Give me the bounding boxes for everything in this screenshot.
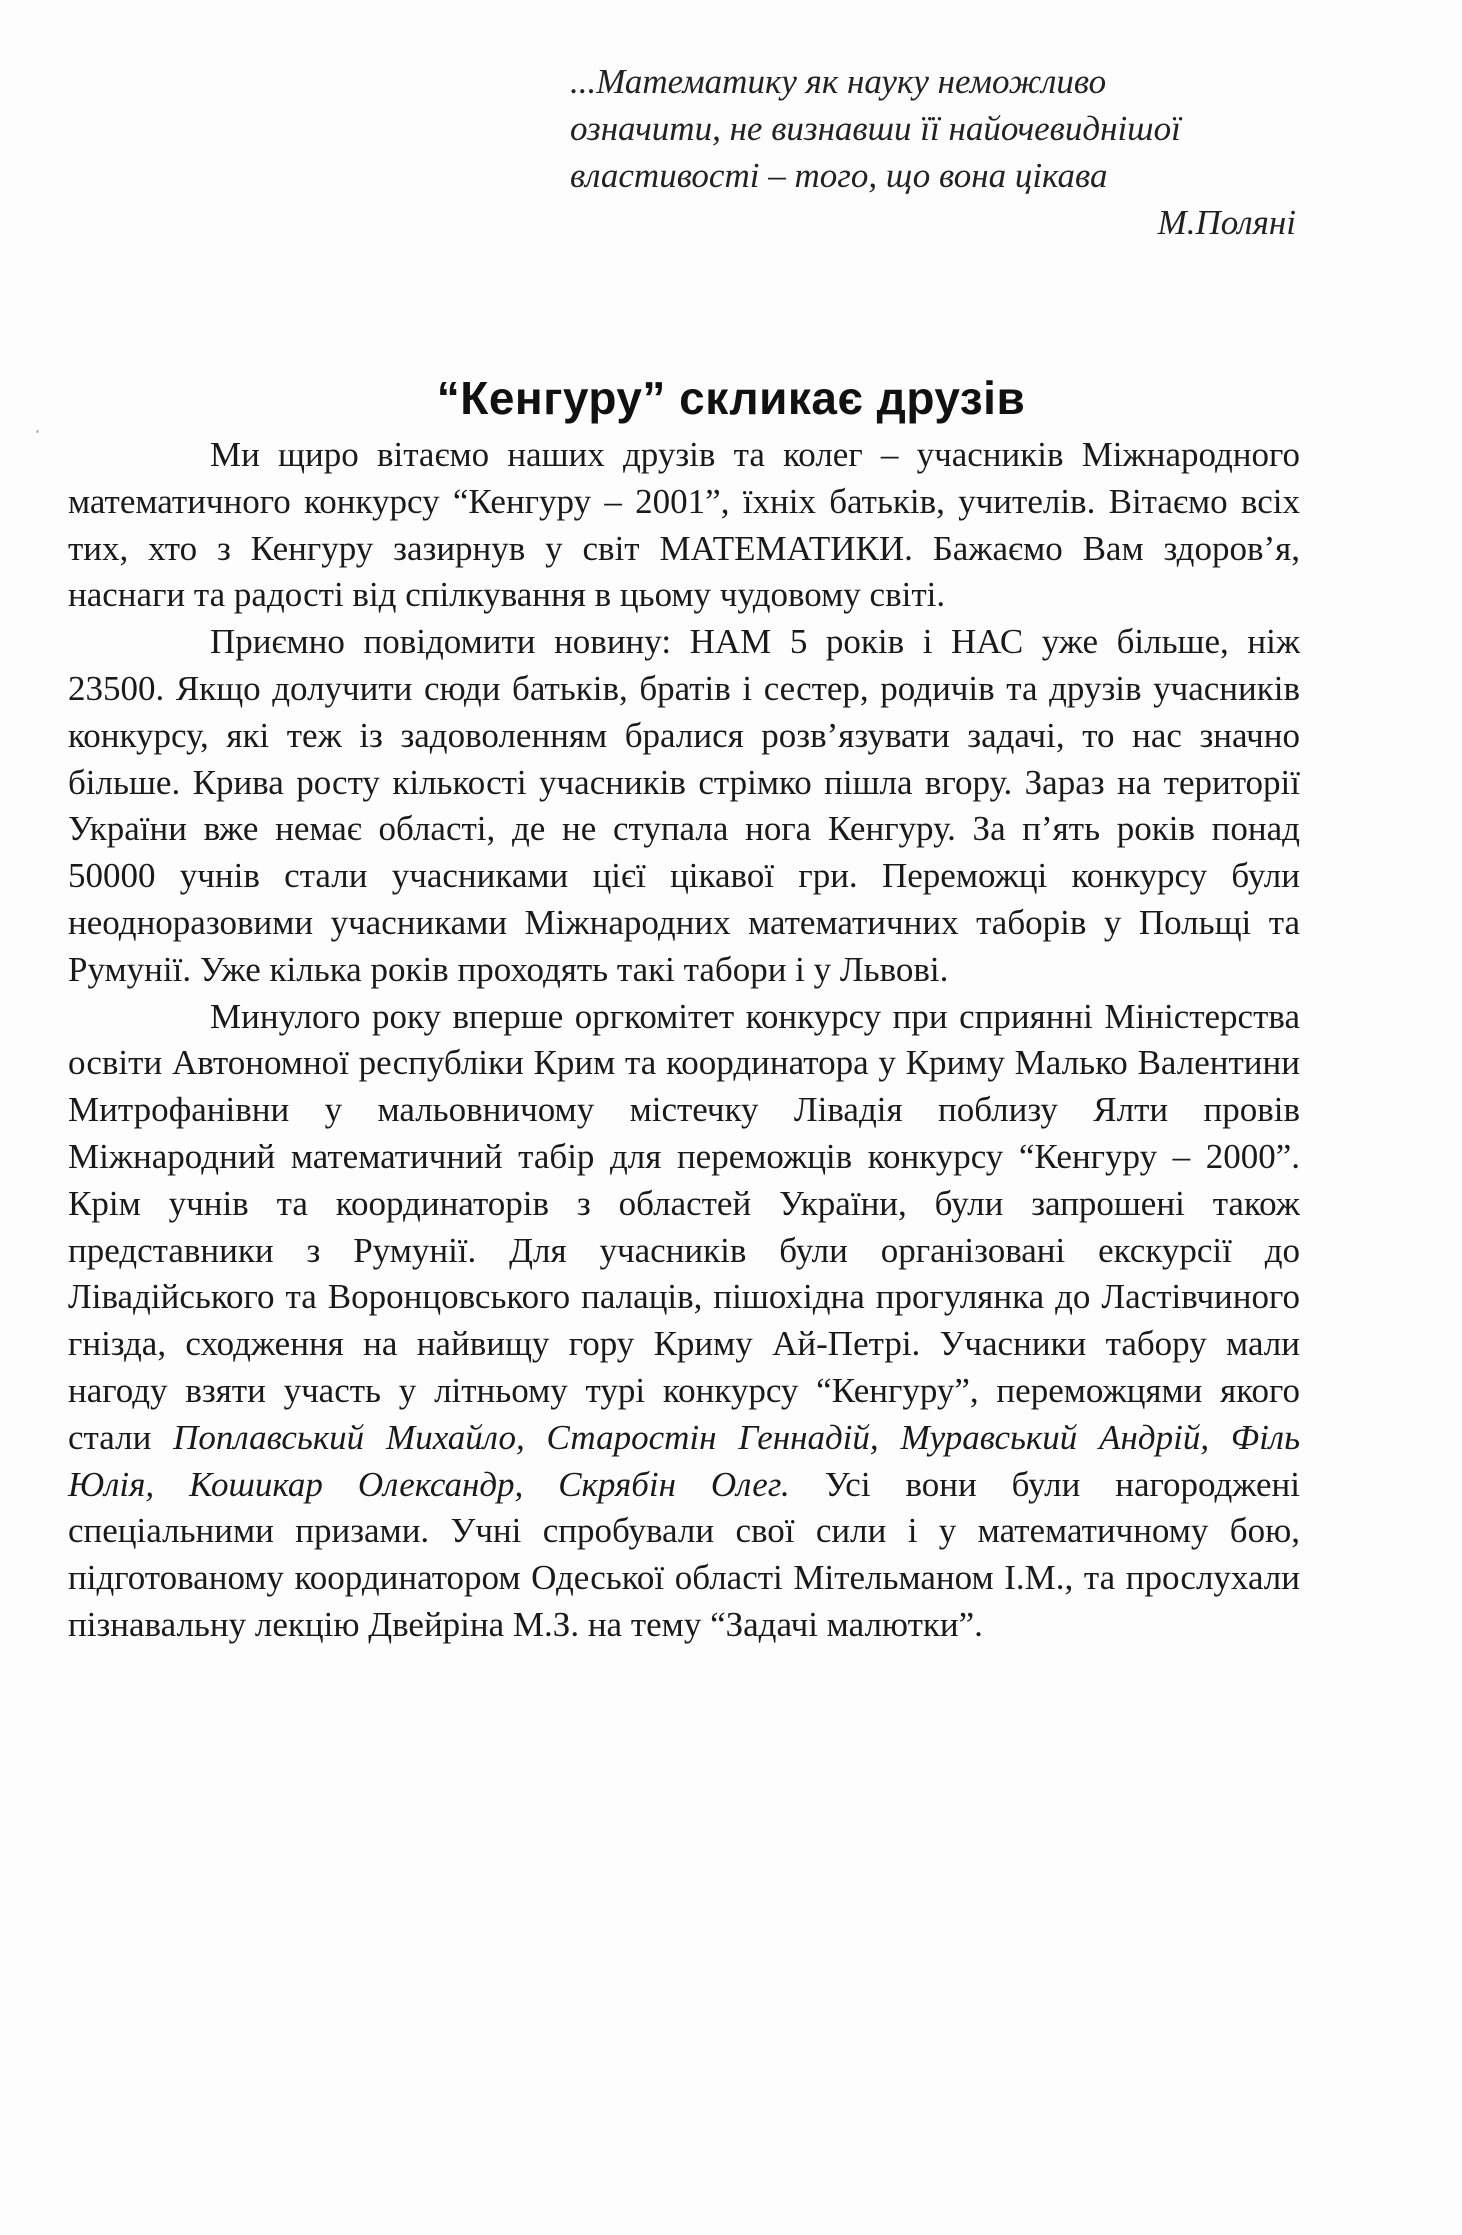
camp-outro-text: Усі вони були нагороджені спеціальними призами. Учні спробували свої сили і у математичному бою, підготованому координатором Одеської області Мітельманом І.М., та прослухали пізнавальну лекцію Двейріна М.З. на тему “Задачі малютки”.: [68, 1464, 1301, 1644]
epigraph-line: ...Математику як науку неможливо: [570, 62, 1107, 101]
epigraph-line: означити, не визнавши її найочевиднішої: [570, 109, 1181, 148]
article-title: “Кенгуру” скликає друзів: [436, 372, 1026, 424]
epigraph-author: М.Поляні: [1157, 203, 1296, 242]
paragraph-news: Приємно повідомити новину: НАМ 5 років і НАС уже більше, ніж 23500. Якщо долучити сюди батьків, братів і сестер, родичів та друзів учасників конкурсу, які теж із задоволенням бралися розв’язувати задачі, то нас значно більше. Крива росту кількості учасників стрімко пішла вгору. Зараз на території України вже немає області, де не ступала нога Кенгуру. За п’ять років понад 50000 учнів стали учасниками цієї цікавої гри. Переможці конкурсу були неодноразовими учасниками Міжнародних математичних таборів у Польщі та Румунії. Уже кілька років проходять такі табори і у Львові.: [68, 622, 1300, 989]
epigraph-line: властивості – того, що вона цікава: [570, 156, 1108, 195]
article-body: [68, 432, 1300, 1649]
camp-intro-text: Минулого року вперше оргкомітет конкурсу при сприянні Міністерства освіти Автономної республіки Крим та координатора у Криму Малько Валентини Митрофанівни у мальовничому містечку Лівадія поблизу Ялти провів Міжнародний математичний табір для переможців конкурсу “Кенгуру – 2000”. Крім учнів та координаторів з областей України, були запрошені також представники з Румунії. Для учасників були організовані екскурсії до Лівадійського та Воронцовського палаців, пішохідна прогулянка до Ластівчиного гнізда, сходження на найвищу гору Криму Ай-Петрі. Учасники табору мали нагоду взяти участь у літньому турі конкурсу “Кенгуру”, переможцями якого стали: [68, 996, 1300, 1457]
scan-speck: [36, 430, 39, 433]
epigraph: [570, 58, 1310, 246]
paragraph-camp: [68, 994, 1300, 1649]
winners-names: Поплавський Михайло, Старостін Геннадій, Муравський Андрій, Філь Юлія, Кошикар Олександр, Скрябін Олег.: [68, 1417, 1300, 1504]
paragraph-greeting: Ми щиро вітаємо наших друзів та колег – учасників Міжнародного математичного конкурсу “Кенгуру – 2001”, їхніх батьків, учителів. Вітаємо всіх тих, хто з Кенгуру зазирнув у світ МАТЕМАТИКИ. Бажаємо Вам здоров’я, наснаги та радості від спілкування в цьому чудовому світі.: [68, 435, 1300, 615]
